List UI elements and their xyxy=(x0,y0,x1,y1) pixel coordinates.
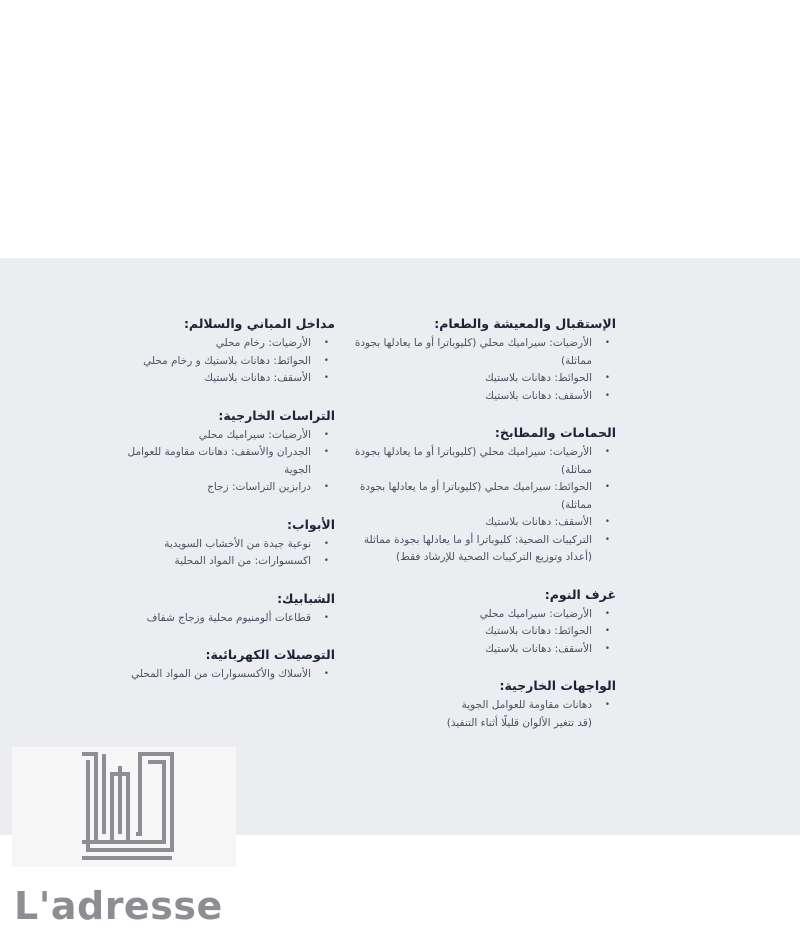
spec-list xyxy=(100,610,335,628)
spec-item: • دهانات مقاومة للعوامل الجوية xyxy=(354,697,616,715)
section-heading: الشبابيك: xyxy=(277,590,335,606)
section-facades xyxy=(354,678,616,732)
spec-item: • الحوائط: سيراميك محلي (كليوباترا أو ما يعادلها بجودة مماثلة) xyxy=(354,479,616,514)
spec-note: (قد تتغير الألوان قليلًا أثناء التنفيذ) xyxy=(446,716,592,729)
brand-wordmark: L'adresse xyxy=(14,884,223,928)
section-entrances-stairs xyxy=(100,316,335,388)
section-windows xyxy=(100,591,335,628)
section-heading: غرف النوم: xyxy=(544,586,616,602)
section-bathrooms-kitchens xyxy=(354,425,616,567)
spec-item: • الأسقف: دهانات بلاستيك xyxy=(354,641,616,659)
spec-list xyxy=(100,427,335,497)
spec-list xyxy=(100,666,335,684)
spec-item: • الحوائط: دهانات بلاستيك xyxy=(354,623,616,641)
spec-item: • الحوائط: دهانات بلاستيك xyxy=(354,370,616,388)
spec-item: • الأسقف: دهانات بلاستيك xyxy=(354,514,616,532)
section-heading: الحمامات والمطابخ: xyxy=(494,425,616,440)
section-heading: مداخل المباني والسلالم: xyxy=(183,316,335,331)
spec-item: • الأرضيات: سيراميك محلي (كليوباترا أو ما يعادلها بجودة مماثلة) xyxy=(354,444,616,479)
section-heading: التوصيلات الكهربائية: xyxy=(205,647,335,662)
ladresse-logo-mark-icon xyxy=(78,750,176,862)
spec-list xyxy=(100,335,335,388)
specs-column-right xyxy=(354,316,616,752)
section-electrical xyxy=(100,647,335,684)
section-heading: التراسات الخارجية: xyxy=(218,407,335,423)
spec-item: • درابزين التراسات: زجاج xyxy=(100,479,335,497)
section-bedrooms xyxy=(354,587,616,659)
spec-item: • اكسسوارات: من المواد المحلية xyxy=(100,553,335,571)
section-doors xyxy=(100,517,335,571)
spec-item: • الأرضيات: رخام محلي xyxy=(100,335,335,353)
spec-list xyxy=(354,335,616,405)
section-terraces xyxy=(100,408,335,497)
spec-item: • الأرضيات: سيراميك محلي xyxy=(100,427,335,445)
section-reception xyxy=(354,316,616,405)
spec-item: • الأسقف: دهانات بلاستيك xyxy=(100,370,335,388)
section-heading: الإستقبال والمعيشة والطعام: xyxy=(434,316,616,331)
spec-list xyxy=(354,444,616,549)
spec-item: • قطاعات ألومنيوم محلية وزجاج شفاف xyxy=(100,610,335,628)
section-heading: الأبواب: xyxy=(287,516,335,532)
spec-item: • الحوائط: دهانات بلاستيك و رخام محلي xyxy=(100,353,335,371)
spec-item: • الأسقف: دهانات بلاستيك xyxy=(354,388,616,406)
spec-list xyxy=(354,606,616,659)
specs-column-left xyxy=(100,316,335,704)
spec-note: (أعداد وتوزيع التركيبات الصحية للإرشاد فقط) xyxy=(396,551,592,563)
spec-list xyxy=(100,536,335,571)
spec-item: • الأرضيات: سيراميك محلي xyxy=(354,606,616,624)
spec-item: • نوعية جيدة من الأخشاب السويدية xyxy=(100,536,335,554)
spec-list xyxy=(354,697,616,715)
section-heading: الواجهات الخارجية: xyxy=(499,678,616,693)
spec-item: • الجدران والأسقف: دهانات مقاومة للعوامل الجوية xyxy=(100,444,335,479)
spec-item: • الأرضيات: سيراميك محلي (كليوباترا أو ما يعادلها بجودة مماثلة) xyxy=(354,335,616,370)
spec-item: • التركيبات الصحية: كليوباترا أو ما يعادلها بجودة مماثلة xyxy=(354,532,616,550)
spec-item: • الأسلاك والأكسسوارات من المواد المحلي xyxy=(100,666,335,684)
